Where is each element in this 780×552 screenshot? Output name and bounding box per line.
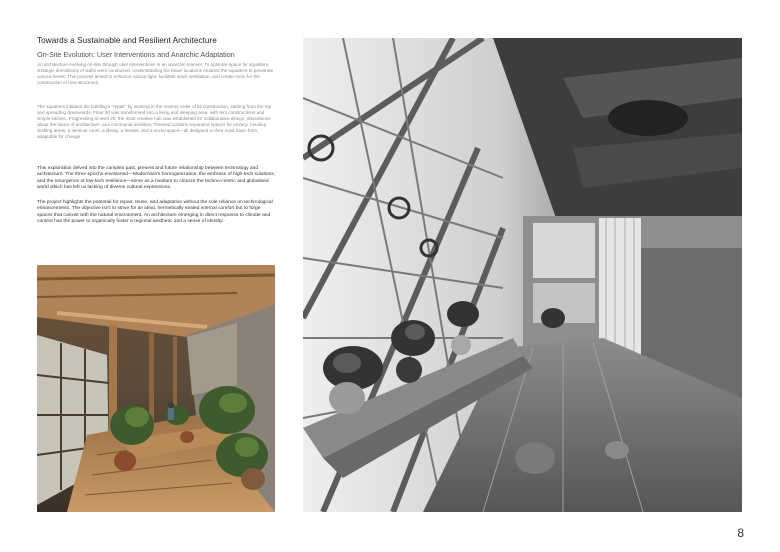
page-subtitle: On-Site Evolution: User Interventions and Anarchic Adaptation [37,50,235,59]
paragraph-4: The project highlights the potential for repair, reuse, and adaptation without the sole reliance on technological enhancements. The objective isn't to strive for an ideal, hermetically sealed internal comfort but to forge spaces that coexist with the natural environment. An architecture emerging in direct response to climate and context has the power to organically foster a regional aesthetic and a sense of identity. [37,200,273,224]
interior-render-greenhouse-facade [303,38,742,512]
interior-render-wooden-walkway [37,265,275,512]
page-title: Towards a Sustainable and Resilient Architecture [37,36,217,45]
paragraph-2: The squatters initiated the building's "repair" by working in the reverse order of its construction, starting from the top and spreading downwards. Floor 30 was transformed into a living and sleeping area, with tent constructions and simple kitchen. Progressing to level 29, the most creative hub was established for collaborative design, discussions about the future of architecture, and communal activities. Themed curtains separated spaces for privacy, housing drafting areas, a seminar room, a library, a theater, and a social space—all designed in their most basic form, adaptable for change. [37,104,272,140]
page-number: 8 [737,526,744,540]
paragraph-1: An architecture evolving on-site through user interventions in an anarchic manner. To optimize space for squatters, strategic demolitions of slabs were conducted. Understanding the beam locations enabled the squatters to penetrate various levels. This process aimed to enhance natural light, facilitate stack ventilation, and create room for the construction of new structures. [37,62,274,86]
paragraph-3: This exploration delved into the complex past, present and future relationship between technology and architecture. The three epochs envisioned—Modernism's homogenization, the embrace of high-tech solutions, and the resurgence of low-tech resilience—serve as a medium to criticize the techno-centric and globalised world which has left us lacking of diverse cultural expressions. [37,166,276,190]
